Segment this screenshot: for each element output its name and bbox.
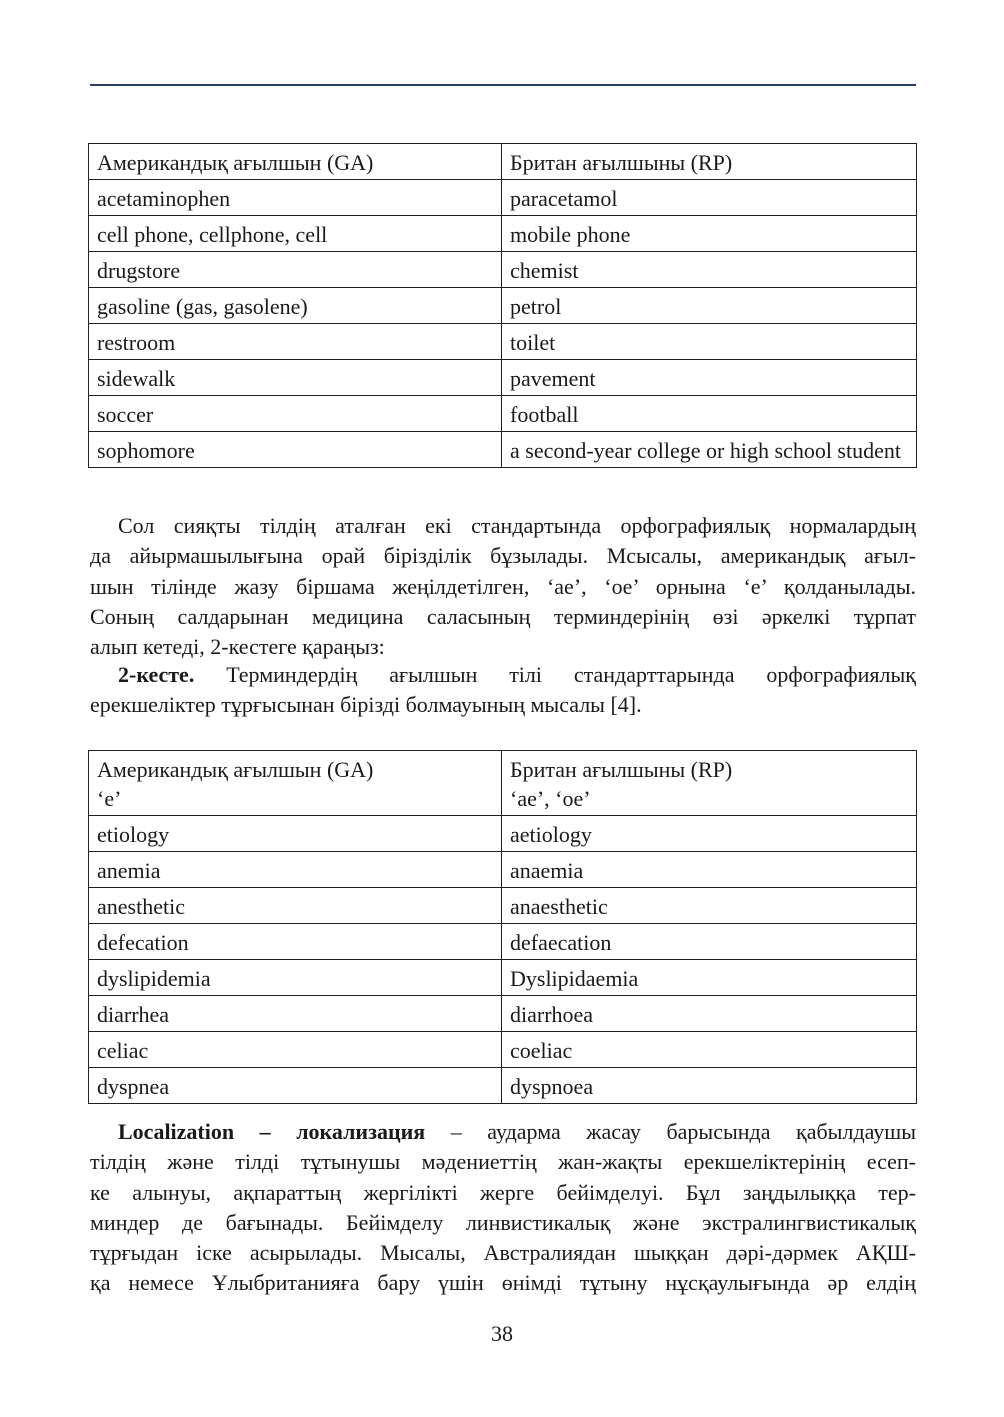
- table-row: [89, 816, 917, 852]
- table-header-row: [89, 144, 917, 180]
- header-cell-rp: [502, 751, 917, 816]
- cell-ga: sidewalk: [89, 360, 502, 396]
- body-paragraph-orthography: [90, 511, 916, 662]
- paragraph-line: миндер де бағынады. Бейімделу линвистикалық және экстралингвистикалық: [90, 1209, 916, 1235]
- caption-line: ерекшеліктер тұрғысынан бірізді болмауының мысалы [4].: [90, 692, 642, 718]
- cell-ga: cell phone, cellphone, cell: [89, 216, 502, 252]
- table-spelling-differences: [88, 750, 917, 1104]
- cell-ga: defecation: [89, 924, 502, 960]
- cell-rp: coeliac: [502, 1032, 917, 1068]
- table-row: [89, 960, 917, 996]
- cell-rp: anaesthetic: [502, 888, 917, 924]
- cell-rp: chemist: [502, 252, 917, 288]
- cell-ga: anesthetic: [89, 888, 502, 924]
- cell-ga: diarrhea: [89, 996, 502, 1032]
- table-row: [89, 888, 917, 924]
- cell-rp: diarrhoea: [502, 996, 917, 1032]
- table-row: [89, 288, 917, 324]
- cell-rp: a second-year college or high school student: [502, 432, 917, 468]
- cell-rp: paracetamol: [502, 180, 917, 216]
- cell-ga: celiac: [89, 1032, 502, 1068]
- table-row: [89, 216, 917, 252]
- table-row: [89, 324, 917, 360]
- cell-rp: dyspnoea: [502, 1068, 917, 1104]
- paragraph-line: Сол сияқты тілдің аталған екі стандартында орфографиялық нормалардың: [118, 513, 916, 538]
- header-title: Британ ағылшыны (RP): [510, 757, 733, 782]
- header-cell-rp: Британ ағылшыны (RP): [502, 144, 917, 180]
- cell-ga: dyslipidemia: [89, 960, 502, 996]
- table-row: [89, 1068, 917, 1104]
- cell-rp: mobile phone: [502, 216, 917, 252]
- body-paragraph-localization: [90, 1117, 916, 1299]
- paragraph-line: да айырмашылығына орай бірізділік бұзылады. Мсысалы, американдық ағыл-: [90, 543, 916, 569]
- caption-label: 2-кесте.: [118, 662, 195, 687]
- cell-rp: football: [502, 396, 917, 432]
- table-ga-rp-vocabulary: [88, 143, 917, 468]
- table-row: [89, 852, 917, 888]
- paragraph-line: [90, 1117, 916, 1147]
- caption-line: [90, 660, 916, 690]
- paragraph-text: – аударма жасау барысында қабылдаушы: [425, 1119, 917, 1144]
- cell-ga: soccer: [89, 396, 502, 432]
- table-header-row: [89, 751, 917, 816]
- page-number: 38: [491, 1321, 513, 1346]
- cell-rp: anaemia: [502, 852, 917, 888]
- cell-ga: drugstore: [89, 252, 502, 288]
- cell-ga: restroom: [89, 324, 502, 360]
- cell-rp: aetiology: [502, 816, 917, 852]
- header-cell-ga: Американдық ағылшын (GA): [89, 144, 502, 180]
- header-sub: ‘e’: [97, 786, 122, 811]
- cell-rp: pavement: [502, 360, 917, 396]
- cell-rp: defaecation: [502, 924, 917, 960]
- table-row: [89, 924, 917, 960]
- header-title: Американдық ағылшын (GA): [97, 757, 374, 782]
- paragraph-line: қа немесе Ұлыбританияға бару үшін өнімді тұтыну нұсқаулығында әр елдің: [90, 1270, 916, 1296]
- cell-ga: etiology: [89, 816, 502, 852]
- table-row: [89, 360, 917, 396]
- header-sub: ‘ae’, ‘oe’: [510, 786, 591, 811]
- paragraph-line: ке алынуы, ақпараттың жергілікті жерге бейімделуі. Бұл заңдылыққа тер-: [90, 1179, 916, 1205]
- table-row: [89, 252, 917, 288]
- table-row: [89, 432, 917, 468]
- paragraph-line: тұрғыдан іске асырылады. Мысалы, Австралиядан шыққан дәрі-дәрмек АҚШ-: [90, 1240, 916, 1266]
- table-row: [89, 396, 917, 432]
- caption-text: Терминдердің ағылшын тілі стандарттарында орфографиялық: [194, 662, 916, 687]
- cell-ga: anemia: [89, 852, 502, 888]
- paragraph-line: шын тілінде жазу біршама жеңілдетілген, ‘ae’, ‘oe’ орнына ‘e’ қолданылады.: [90, 573, 916, 599]
- paragraph-line: Соның салдарынан медицина саласының терминдерінің өзі әркелкі тұрпат: [90, 603, 916, 629]
- cell-rp: Dyslipidaemia: [502, 960, 917, 996]
- paragraph-line: тілдің және тілді тұтынушы мәдениеттің жан-жақты ерекшеліктерінің есеп-: [90, 1149, 916, 1175]
- table-caption: [90, 660, 916, 721]
- cell-ga: sophomore: [89, 432, 502, 468]
- table-row: [89, 180, 917, 216]
- header-cell-ga: [89, 751, 502, 816]
- cell-rp: petrol: [502, 288, 917, 324]
- paragraph-line: алып кетеді, 2-кестеге қараңыз:: [90, 634, 385, 660]
- table-row: [89, 996, 917, 1032]
- cell-ga: dyspnea: [89, 1068, 502, 1104]
- cell-rp: toilet: [502, 324, 917, 360]
- cell-ga: gasoline (gas, gasolene): [89, 288, 502, 324]
- term-heading: Localization – локализация: [118, 1119, 426, 1144]
- table-row: [89, 1032, 917, 1068]
- cell-ga: acetaminophen: [89, 180, 502, 216]
- header-rule: [90, 84, 916, 86]
